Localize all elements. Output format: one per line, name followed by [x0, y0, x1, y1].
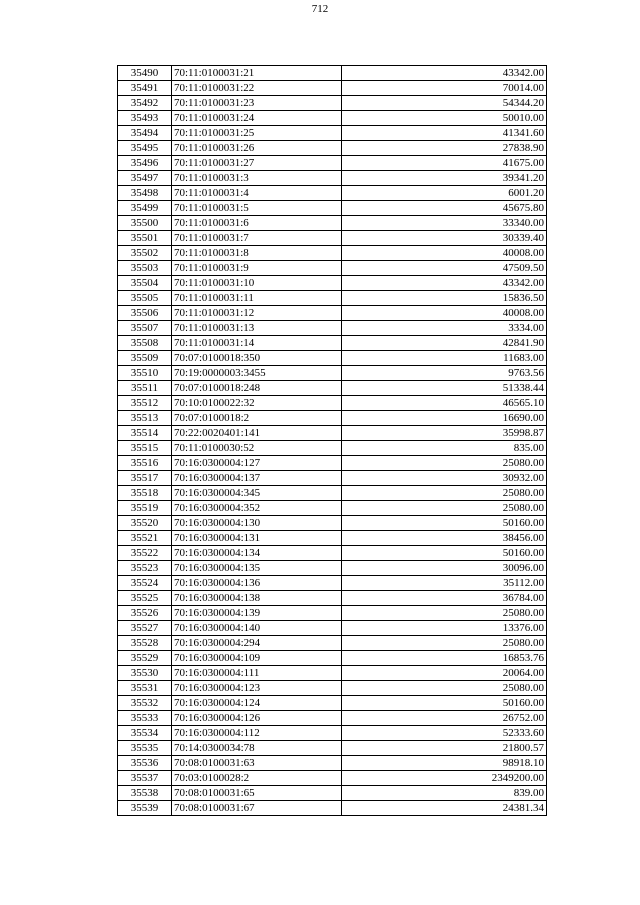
table-row: [118, 141, 547, 156]
cadastral-number-cell: 70:14:0300034:78: [172, 741, 342, 756]
cadastral-number-cell: 70:16:0300004:140: [172, 621, 342, 636]
row-number-cell: 35522: [118, 546, 172, 561]
cadastral-value-cell: 13376.00: [342, 621, 547, 636]
cadastral-value-cell: 35998.87: [342, 426, 547, 441]
table-row: [118, 351, 547, 366]
row-number-cell: 35501: [118, 231, 172, 246]
table-row: [118, 126, 547, 141]
cadastral-number-cell: 70:11:0100031:24: [172, 111, 342, 126]
cadastral-number-cell: 70:16:0300004:127: [172, 456, 342, 471]
cadastral-number-cell: 70:11:0100031:10: [172, 276, 342, 291]
row-number-cell: 35535: [118, 741, 172, 756]
table-row: [118, 366, 547, 381]
cadastral-value-cell: 46565.10: [342, 396, 547, 411]
table-row: [118, 711, 547, 726]
cadastral-number-cell: 70:11:0100031:26: [172, 141, 342, 156]
cadastral-value-cell: 43342.00: [342, 276, 547, 291]
table-row: [118, 81, 547, 96]
cadastral-number-cell: 70:11:0100031:27: [172, 156, 342, 171]
table-row: [118, 456, 547, 471]
cadastral-value-cell: 47509.50: [342, 261, 547, 276]
row-number-cell: 35504: [118, 276, 172, 291]
cadastral-number-cell: 70:16:0300004:112: [172, 726, 342, 741]
cadastral-value-cell: 25080.00: [342, 486, 547, 501]
cadastral-value-cell: 27838.90: [342, 141, 547, 156]
cadastral-number-cell: 70:07:0100018:2: [172, 411, 342, 426]
row-number-cell: 35512: [118, 396, 172, 411]
row-number-cell: 35536: [118, 756, 172, 771]
table-row: [118, 636, 547, 651]
cadastral-value-cell: 98918.10: [342, 756, 547, 771]
table-row: [118, 591, 547, 606]
row-number-cell: 35495: [118, 141, 172, 156]
table-row: [118, 246, 547, 261]
row-number-cell: 35525: [118, 591, 172, 606]
row-number-cell: 35509: [118, 351, 172, 366]
cadastral-value-cell: 30932.00: [342, 471, 547, 486]
cadastral-number-cell: 70:11:0100031:13: [172, 321, 342, 336]
row-number-cell: 35531: [118, 681, 172, 696]
row-number-cell: 35532: [118, 696, 172, 711]
table-row: [118, 321, 547, 336]
cadastral-value-cell: 9763.56: [342, 366, 547, 381]
cadastral-value-cell: 24381.34: [342, 801, 547, 816]
cadastral-value-cell: 16690.00: [342, 411, 547, 426]
cadastral-number-cell: 70:16:0300004:137: [172, 471, 342, 486]
cadastral-number-cell: 70:10:0100022:32: [172, 396, 342, 411]
row-number-cell: 35517: [118, 471, 172, 486]
table-row: [118, 171, 547, 186]
cadastral-number-cell: 70:16:0300004:126: [172, 711, 342, 726]
table-row: [118, 216, 547, 231]
row-number-cell: 35528: [118, 636, 172, 651]
table-row: [118, 741, 547, 756]
cadastral-number-cell: 70:11:0100031:25: [172, 126, 342, 141]
table-row: [118, 801, 547, 816]
cadastral-number-cell: 70:11:0100031:8: [172, 246, 342, 261]
cadastral-value-cell: 11683.00: [342, 351, 547, 366]
cadastral-value-cell: 25080.00: [342, 606, 547, 621]
table-row: [118, 111, 547, 126]
table-row: [118, 411, 547, 426]
cadastral-value-cell: 41341.60: [342, 126, 547, 141]
cadastral-value-table: [117, 65, 547, 816]
cadastral-number-cell: 70:16:0300004:124: [172, 696, 342, 711]
cadastral-number-cell: 70:11:0100031:7: [172, 231, 342, 246]
cadastral-number-cell: 70:16:0300004:111: [172, 666, 342, 681]
table-row: [118, 381, 547, 396]
cadastral-value-cell: 50010.00: [342, 111, 547, 126]
row-number-cell: 35506: [118, 306, 172, 321]
cadastral-value-cell: 16853.76: [342, 651, 547, 666]
cadastral-number-cell: 70:07:0100018:248: [172, 381, 342, 396]
table-row: [118, 471, 547, 486]
row-number-cell: 35491: [118, 81, 172, 96]
table-row: [118, 516, 547, 531]
cadastral-value-cell: 2349200.00: [342, 771, 547, 786]
table-row: [118, 756, 547, 771]
table-row: [118, 186, 547, 201]
page-number: 712: [311, 3, 329, 15]
row-number-cell: 35498: [118, 186, 172, 201]
cadastral-number-cell: 70:08:0100031:65: [172, 786, 342, 801]
table-row: [118, 96, 547, 111]
table-row: [118, 261, 547, 276]
cadastral-number-cell: 70:11:0100031:14: [172, 336, 342, 351]
cadastral-number-cell: 70:11:0100031:9: [172, 261, 342, 276]
cadastral-value-cell: 6001.20: [342, 186, 547, 201]
row-number-cell: 35520: [118, 516, 172, 531]
table-row: [118, 621, 547, 636]
cadastral-number-cell: 70:16:0300004:352: [172, 501, 342, 516]
row-number-cell: 35538: [118, 786, 172, 801]
cadastral-number-cell: 70:16:0300004:135: [172, 561, 342, 576]
row-number-cell: 35518: [118, 486, 172, 501]
row-number-cell: 35523: [118, 561, 172, 576]
table-row: [118, 276, 547, 291]
cadastral-value-cell: 36784.00: [342, 591, 547, 606]
cadastral-value-cell: 43342.00: [342, 66, 547, 81]
cadastral-number-cell: 70:16:0300004:294: [172, 636, 342, 651]
cadastral-value-cell: 40008.00: [342, 306, 547, 321]
row-number-cell: 35492: [118, 96, 172, 111]
table-row: [118, 546, 547, 561]
cadastral-value-cell: 50160.00: [342, 546, 547, 561]
row-number-cell: 35537: [118, 771, 172, 786]
table-row: [118, 696, 547, 711]
cadastral-value-cell: 45675.80: [342, 201, 547, 216]
cadastral-value-cell: 26752.00: [342, 711, 547, 726]
row-number-cell: 35530: [118, 666, 172, 681]
cadastral-number-cell: 70:16:0300004:139: [172, 606, 342, 621]
cadastral-number-cell: 70:11:0100031:21: [172, 66, 342, 81]
table-row: [118, 786, 547, 801]
row-number-cell: 35519: [118, 501, 172, 516]
cadastral-value-cell: 42841.90: [342, 336, 547, 351]
cadastral-value-cell: 51338.44: [342, 381, 547, 396]
cadastral-number-cell: 70:07:0100018:350: [172, 351, 342, 366]
table-row: [118, 606, 547, 621]
cadastral-number-cell: 70:16:0300004:130: [172, 516, 342, 531]
table-row: [118, 231, 547, 246]
cadastral-value-cell: 38456.00: [342, 531, 547, 546]
row-number-cell: 35493: [118, 111, 172, 126]
table-row: [118, 336, 547, 351]
cadastral-number-cell: 70:11:0100031:3: [172, 171, 342, 186]
row-number-cell: 35539: [118, 801, 172, 816]
table-row: [118, 771, 547, 786]
cadastral-value-cell: 3334.00: [342, 321, 547, 336]
row-number-cell: 35514: [118, 426, 172, 441]
cadastral-value-cell: 21800.57: [342, 741, 547, 756]
row-number-cell: 35499: [118, 201, 172, 216]
cadastral-value-cell: 25080.00: [342, 636, 547, 651]
cadastral-value-cell: 25080.00: [342, 501, 547, 516]
cadastral-value-cell: 20064.00: [342, 666, 547, 681]
cadastral-number-cell: 70:11:0100031:23: [172, 96, 342, 111]
table-row: [118, 651, 547, 666]
cadastral-value-cell: 41675.00: [342, 156, 547, 171]
cadastral-value-cell: 30339.40: [342, 231, 547, 246]
cadastral-number-cell: 70:08:0100031:67: [172, 801, 342, 816]
row-number-cell: 35496: [118, 156, 172, 171]
cadastral-value-cell: 50160.00: [342, 696, 547, 711]
cadastral-number-cell: 70:16:0300004:109: [172, 651, 342, 666]
cadastral-number-cell: 70:11:0100031:12: [172, 306, 342, 321]
table-row: [118, 396, 547, 411]
cadastral-value-cell: 52333.60: [342, 726, 547, 741]
table-row: [118, 681, 547, 696]
cadastral-number-cell: 70:16:0300004:123: [172, 681, 342, 696]
row-number-cell: 35511: [118, 381, 172, 396]
row-number-cell: 35502: [118, 246, 172, 261]
row-number-cell: 35524: [118, 576, 172, 591]
table-row: [118, 501, 547, 516]
table-row: [118, 531, 547, 546]
row-number-cell: 35526: [118, 606, 172, 621]
table-row: [118, 291, 547, 306]
cadastral-value-cell: 25080.00: [342, 681, 547, 696]
table-row: [118, 666, 547, 681]
cadastral-number-cell: 70:16:0300004:138: [172, 591, 342, 606]
table-body: [118, 66, 547, 816]
cadastral-value-cell: 39341.20: [342, 171, 547, 186]
cadastral-number-cell: 70:16:0300004:131: [172, 531, 342, 546]
cadastral-value-cell: 40008.00: [342, 246, 547, 261]
cadastral-value-cell: 70014.00: [342, 81, 547, 96]
row-number-cell: 35508: [118, 336, 172, 351]
cadastral-number-cell: 70:03:0100028:2: [172, 771, 342, 786]
cadastral-number-cell: 70:22:0020401:141: [172, 426, 342, 441]
row-number-cell: 35490: [118, 66, 172, 81]
row-number-cell: 35494: [118, 126, 172, 141]
table-row: [118, 156, 547, 171]
cadastral-value-cell: 25080.00: [342, 456, 547, 471]
table-row: [118, 726, 547, 741]
cadastral-value-cell: 50160.00: [342, 516, 547, 531]
table-row: [118, 441, 547, 456]
cadastral-value-cell: 15836.50: [342, 291, 547, 306]
cadastral-number-cell: 70:08:0100031:63: [172, 756, 342, 771]
cadastral-number-cell: 70:11:0100030:52: [172, 441, 342, 456]
row-number-cell: 35515: [118, 441, 172, 456]
cadastral-number-cell: 70:16:0300004:345: [172, 486, 342, 501]
table-row: [118, 486, 547, 501]
cadastral-number-cell: 70:16:0300004:134: [172, 546, 342, 561]
table-row: [118, 426, 547, 441]
cadastral-value-cell: 835.00: [342, 441, 547, 456]
cadastral-value-cell: 30096.00: [342, 561, 547, 576]
table-row: [118, 66, 547, 81]
table-row: [118, 201, 547, 216]
cadastral-number-cell: 70:11:0100031:5: [172, 201, 342, 216]
row-number-cell: 35507: [118, 321, 172, 336]
row-number-cell: 35516: [118, 456, 172, 471]
cadastral-value-cell: 54344.20: [342, 96, 547, 111]
table-row: [118, 306, 547, 321]
row-number-cell: 35513: [118, 411, 172, 426]
cadastral-number-cell: 70:11:0100031:11: [172, 291, 342, 306]
table-row: [118, 561, 547, 576]
row-number-cell: 35527: [118, 621, 172, 636]
cadastral-number-cell: 70:19:0000003:3455: [172, 366, 342, 381]
row-number-cell: 35510: [118, 366, 172, 381]
cadastral-value-cell: 33340.00: [342, 216, 547, 231]
cadastral-number-cell: 70:11:0100031:4: [172, 186, 342, 201]
row-number-cell: 35505: [118, 291, 172, 306]
cadastral-number-cell: 70:16:0300004:136: [172, 576, 342, 591]
table-row: [118, 576, 547, 591]
cadastral-value-cell: 839.00: [342, 786, 547, 801]
row-number-cell: 35503: [118, 261, 172, 276]
row-number-cell: 35529: [118, 651, 172, 666]
row-number-cell: 35533: [118, 711, 172, 726]
cadastral-value-cell: 35112.00: [342, 576, 547, 591]
cadastral-number-cell: 70:11:0100031:6: [172, 216, 342, 231]
row-number-cell: 35497: [118, 171, 172, 186]
row-number-cell: 35500: [118, 216, 172, 231]
cadastral-number-cell: 70:11:0100031:22: [172, 81, 342, 96]
row-number-cell: 35521: [118, 531, 172, 546]
row-number-cell: 35534: [118, 726, 172, 741]
